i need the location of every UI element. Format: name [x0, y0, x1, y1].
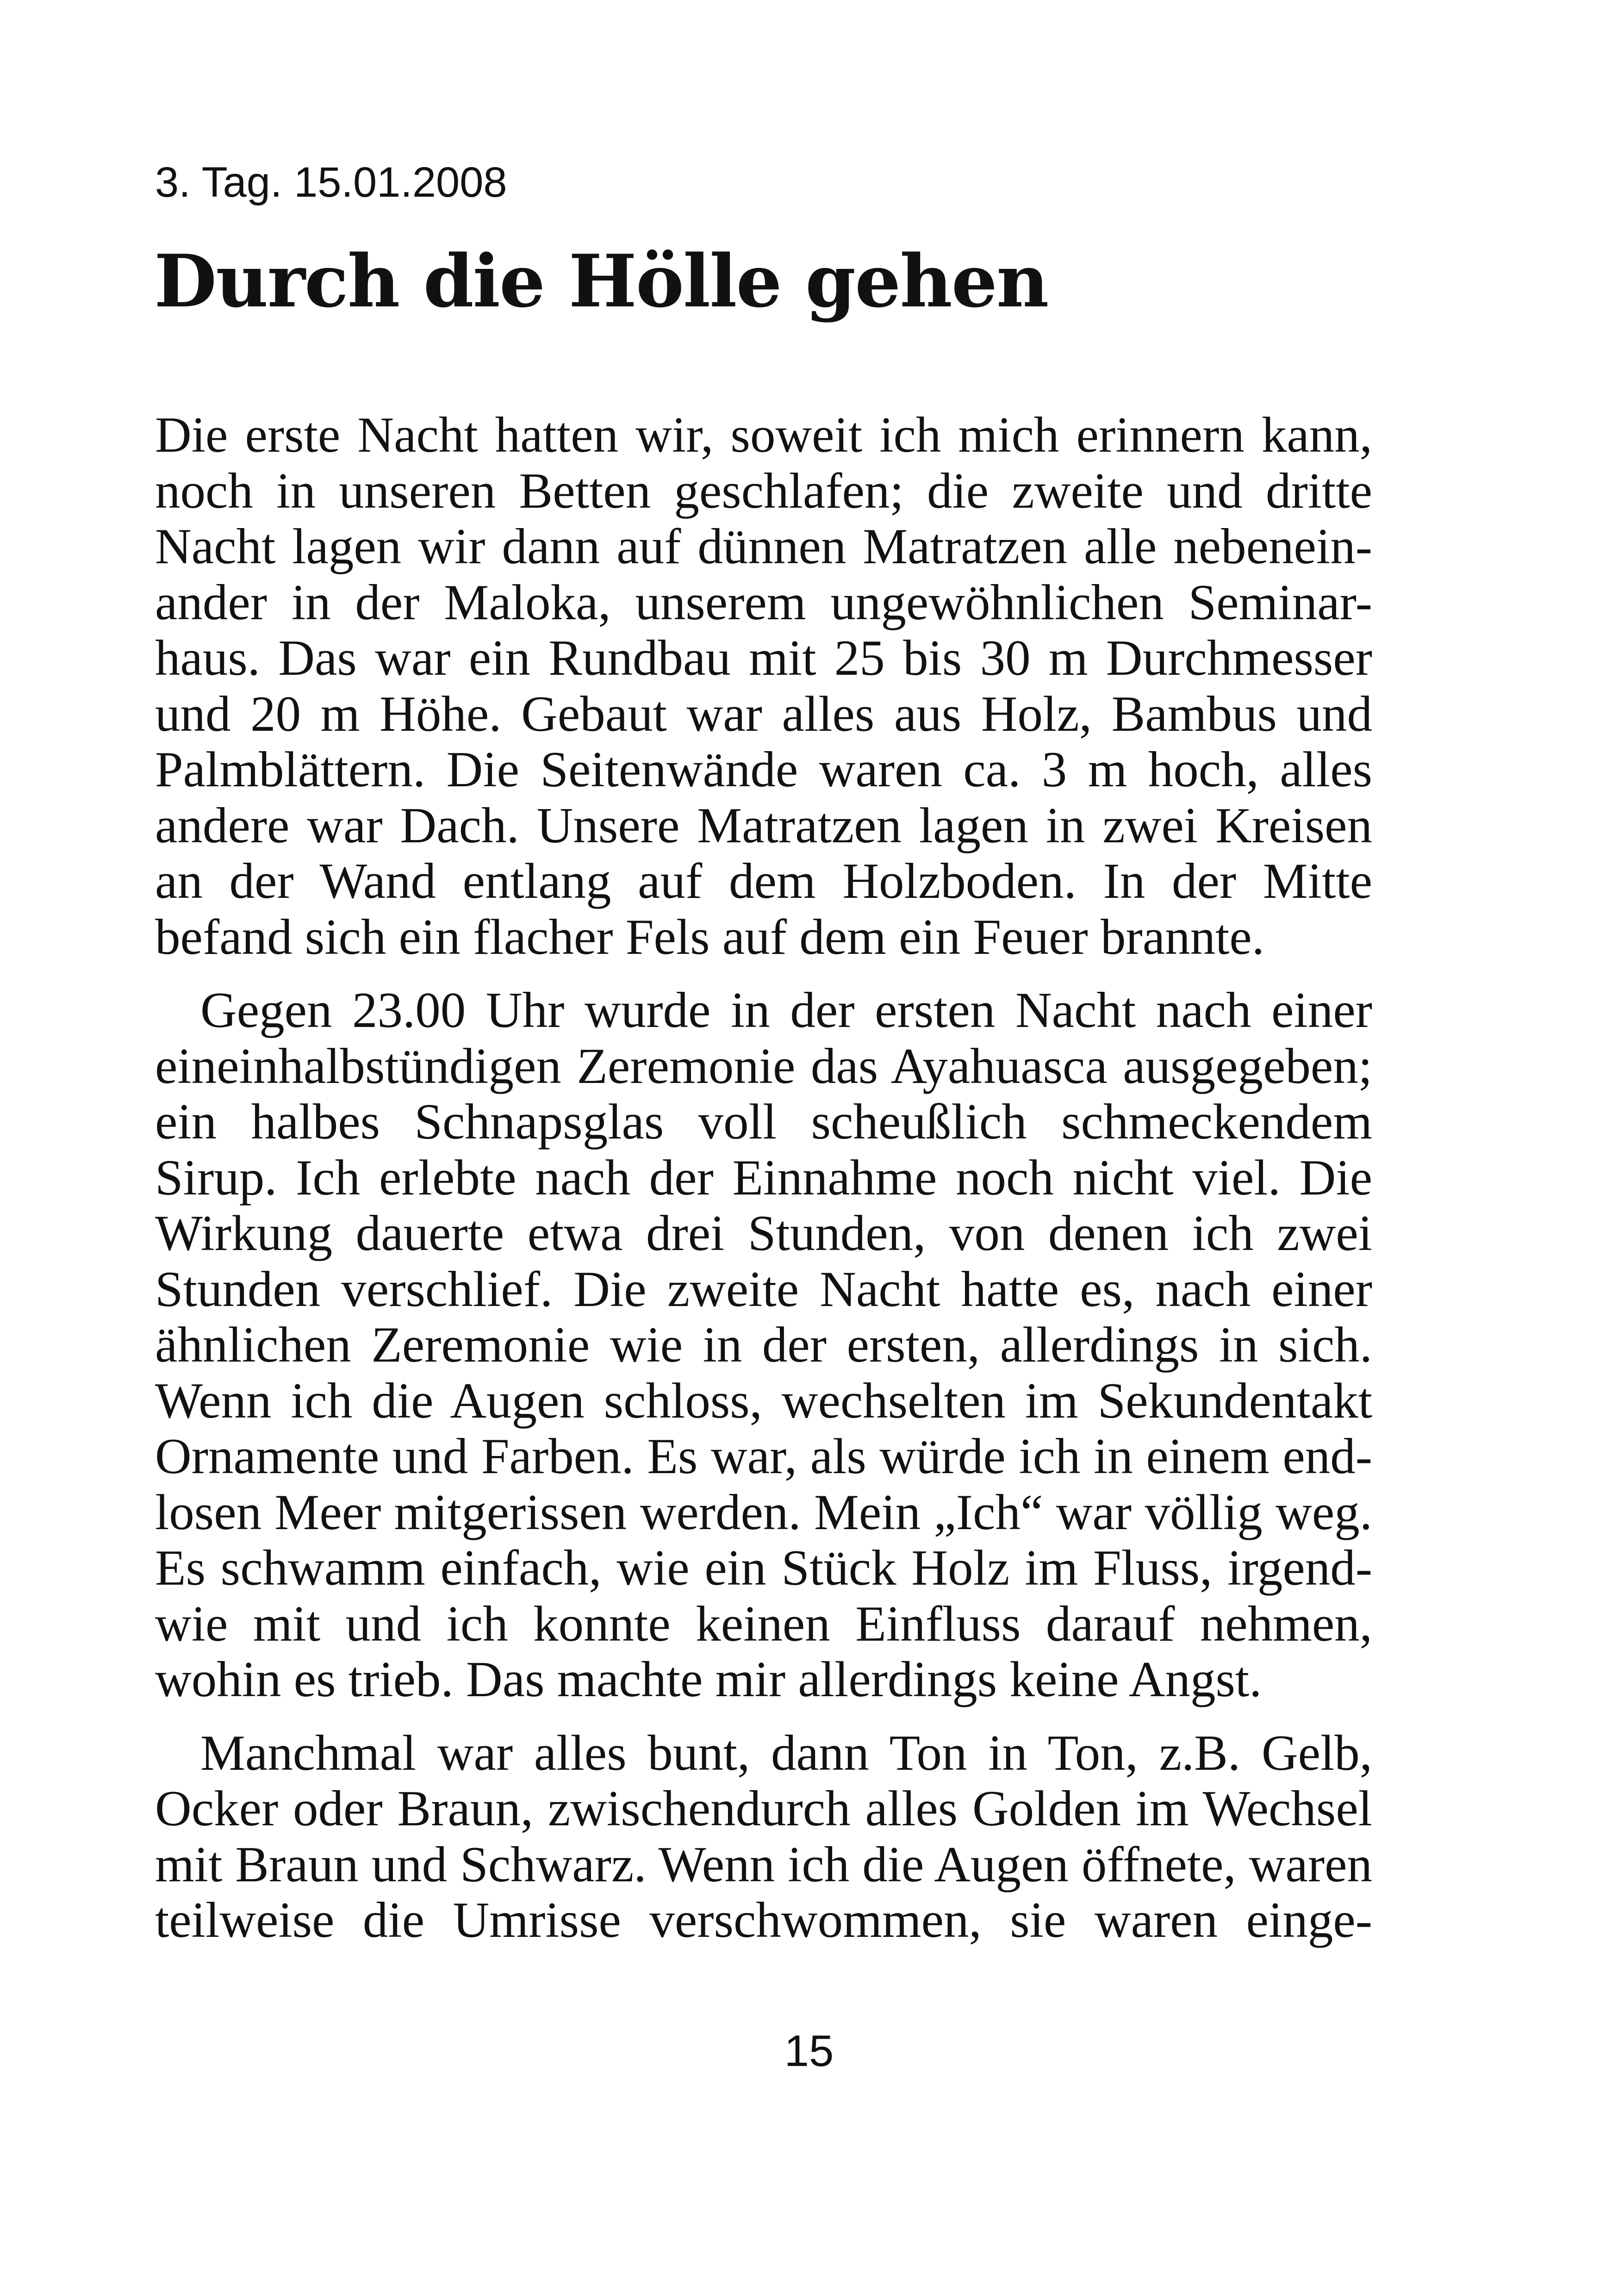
text-line: Nacht lagen wir dann auf dünnen Matratzen alle nebenein-: [155, 518, 1372, 574]
page-number: 15: [784, 2026, 834, 2076]
text-line: eineinhalbstündigen Zeremonie das Ayahuasca ausgegeben;: [155, 1038, 1372, 1094]
chapter-title: Durch die Hölle gehen: [154, 239, 1048, 324]
text-line: Gegen 23.00 Uhr wurde in der ersten Nacht nach einer: [200, 982, 1372, 1038]
text-line: Manchmal war alles bunt, dann Ton in Ton, z.B. Gelb,: [200, 1724, 1372, 1781]
text-line: mit Braun und Schwarz. Wenn ich die Augen öffnete, waren: [155, 1836, 1372, 1892]
paragraph-1: [155, 407, 1372, 965]
text-line: wie mit und ich konnte keinen Einfluss darauf nehmen,: [155, 1595, 1372, 1652]
text-line: haus. Das war ein Rundbau mit 25 bis 30 m Durchmesser: [155, 630, 1372, 686]
text-line: Es schwamm einfach, wie ein Stück Holz im Fluss, irgend-: [155, 1540, 1372, 1596]
text-line: Ornamente und Farben. Es war, als würde ich in einem end-: [155, 1428, 1372, 1484]
text-line: Palmblättern. Die Seitenwände waren ca. 3 m hoch, alles: [155, 741, 1372, 797]
text-line: andere war Dach. Unsere Matratzen lagen in zwei Kreisen: [155, 797, 1372, 853]
text-line: Wenn ich die Augen schloss, wechselten im Sekundentakt: [155, 1372, 1372, 1429]
text-line: losen Meer mitgerissen werden. Mein „Ich“ war völlig weg.: [155, 1484, 1372, 1540]
text-line: ein halbes Schnapsglas voll scheußlich schmeckendem: [155, 1094, 1372, 1150]
text-line: Ocker oder Braun, zwischendurch alles Golden im Wechsel: [155, 1780, 1372, 1836]
text-line: wohin es trieb. Das machte mir allerdings keine Angst.: [155, 1651, 1262, 1707]
date-line: 3. Tag. 15.01.2008: [155, 159, 507, 206]
body-text: [155, 407, 1372, 1948]
paragraph-2: [155, 983, 1372, 1708]
text-line: teilweise die Umrisse verschwommen, sie waren einge-: [155, 1892, 1372, 1948]
text-line: und 20 m Höhe. Gebaut war alles aus Holz, Bambus und: [155, 685, 1372, 742]
text-line: Wirkung dauerte etwa drei Stunden, von denen ich zwei: [155, 1205, 1372, 1261]
paragraph-3: [155, 1725, 1372, 1948]
text-line: Sirup. Ich erlebte nach der Einnahme noch nicht viel. Die: [155, 1149, 1372, 1206]
text-line: Stunden verschlief. Die zweite Nacht hatte es, nach einer: [155, 1261, 1372, 1317]
text-line: ander in der Maloka, unserem ungewöhnlichen Seminar-: [155, 574, 1372, 630]
text-line: an der Wand entlang auf dem Holzboden. In der Mitte: [155, 853, 1372, 909]
text-line: ähnlichen Zeremonie wie in der ersten, allerdings in sich.: [155, 1317, 1372, 1373]
text-line: noch in unseren Betten geschlafen; die zweite und dritte: [155, 462, 1372, 519]
text-line: befand sich ein flacher Fels auf dem ein Feuer brannte.: [155, 908, 1265, 965]
text-line: Die erste Nacht hatten wir, soweit ich mich erinnern kann,: [155, 407, 1372, 463]
